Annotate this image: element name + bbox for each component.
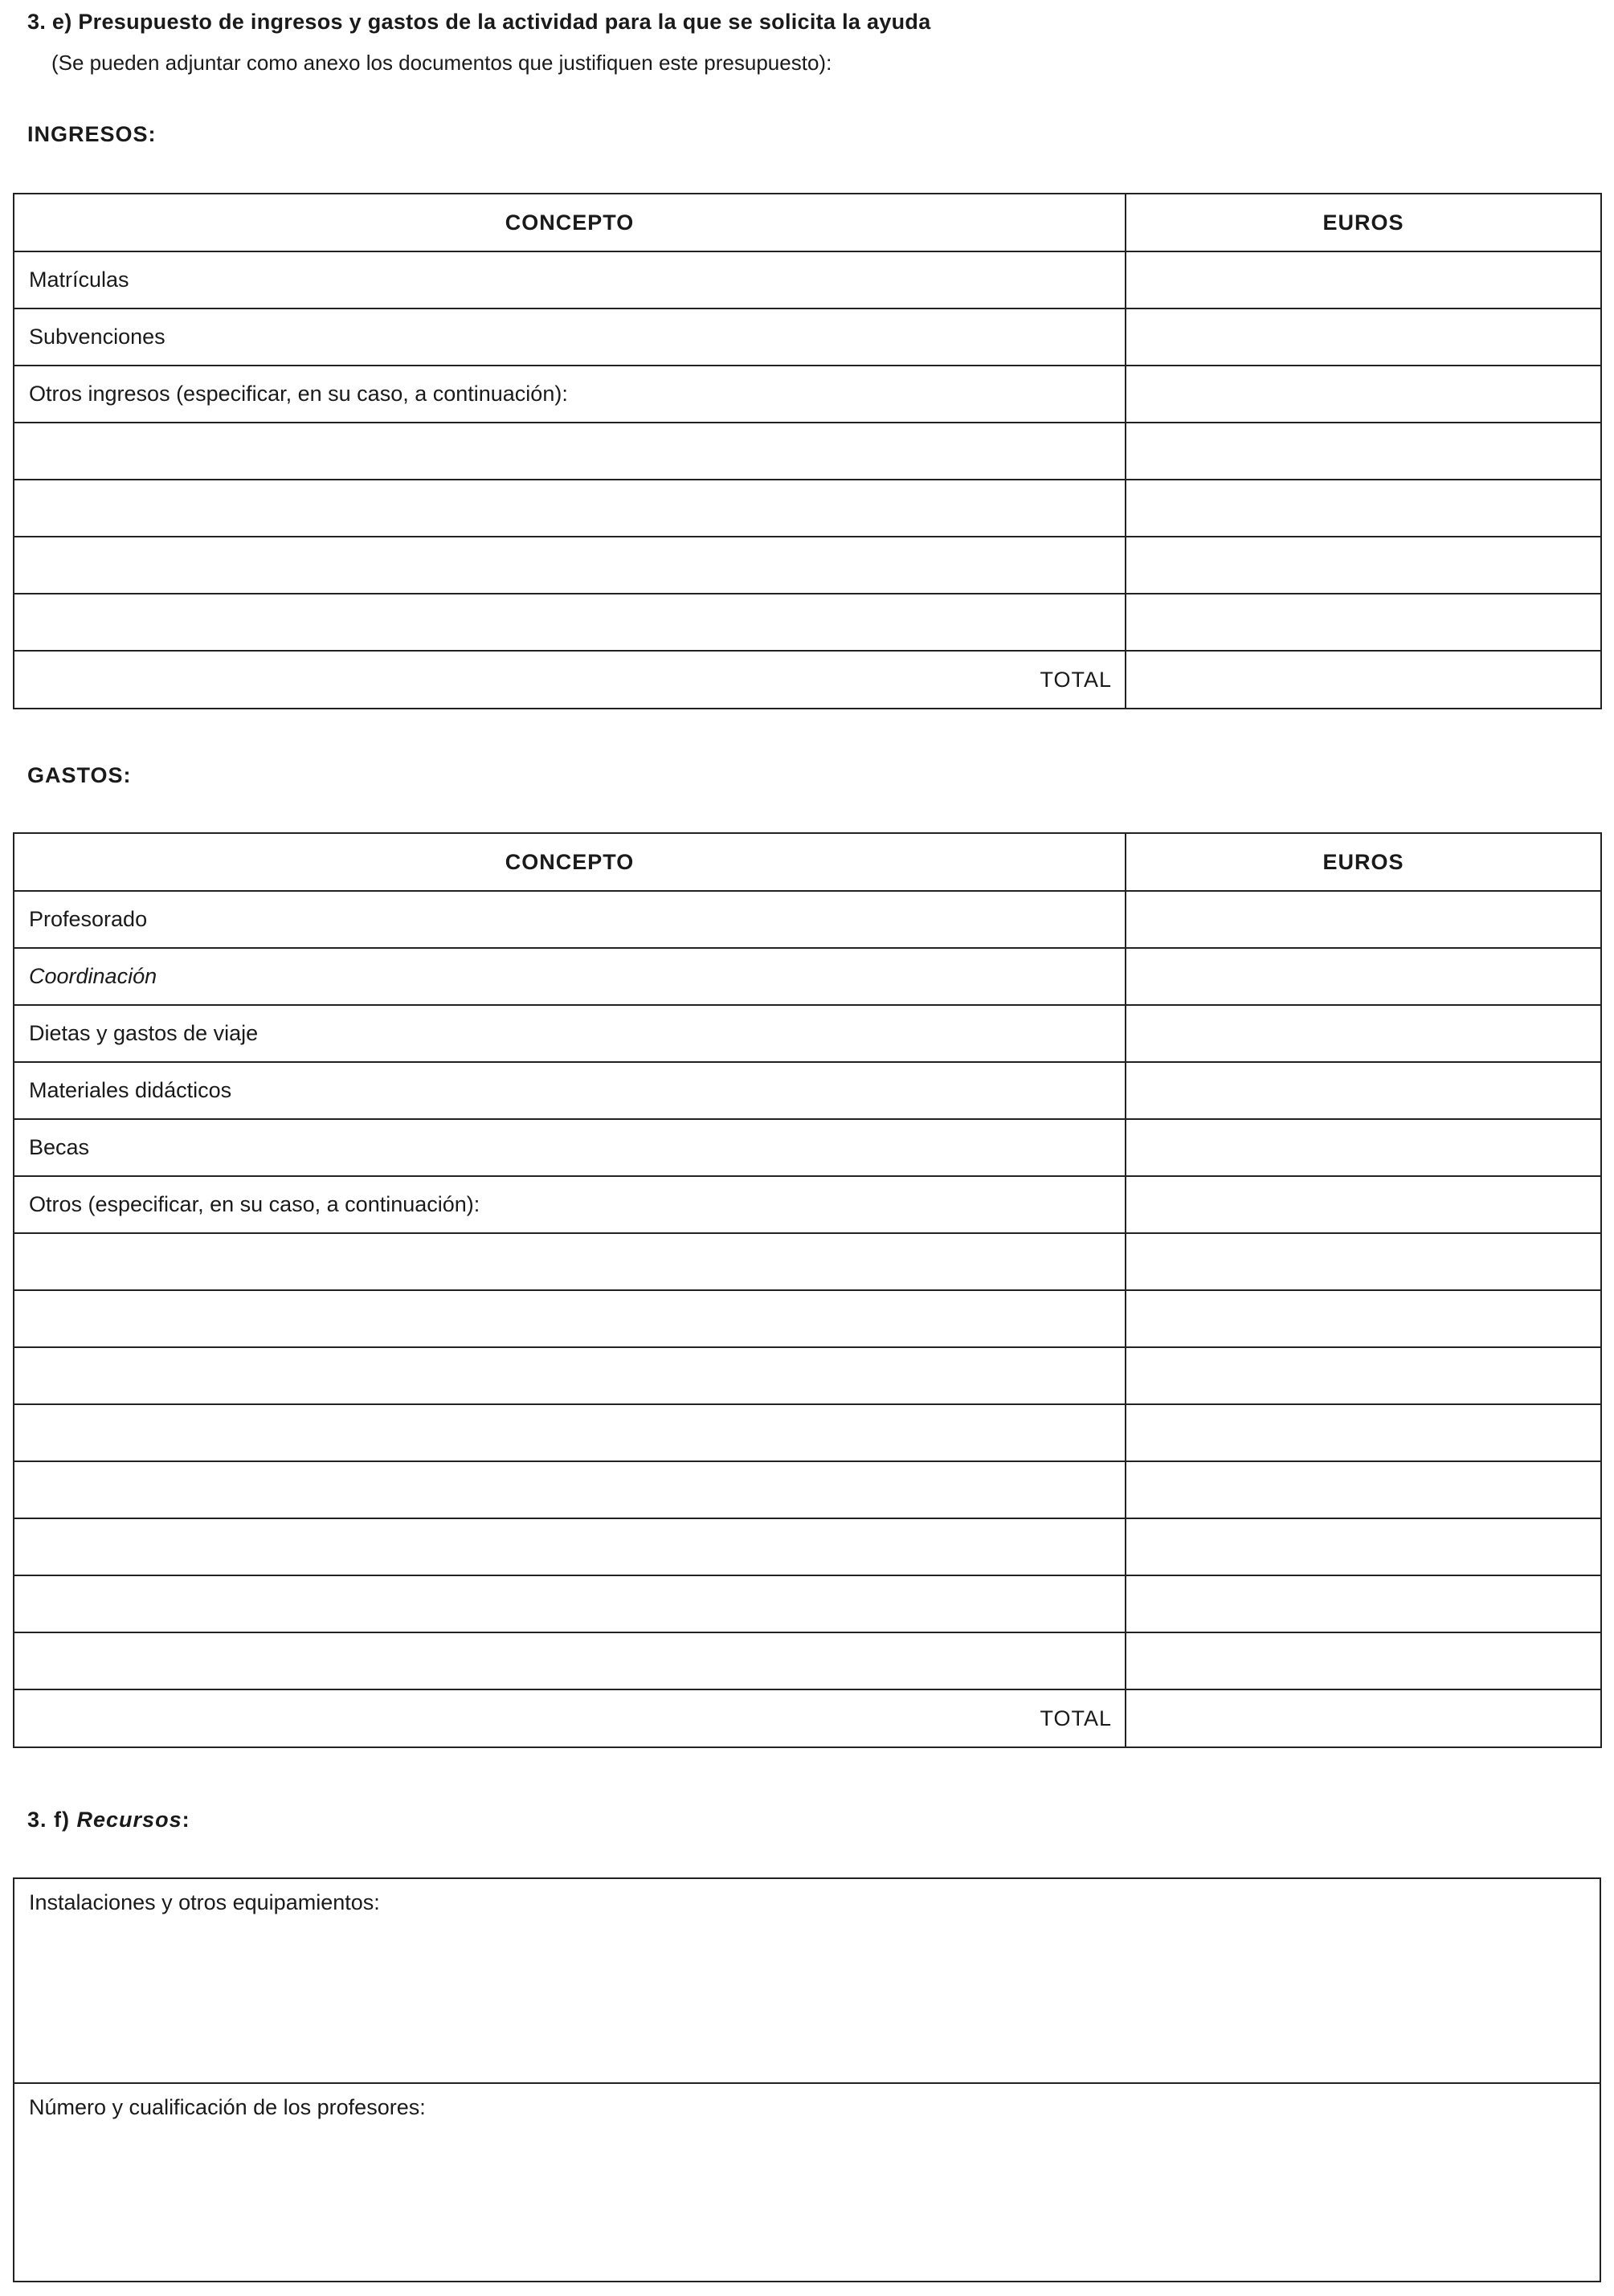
gastos-euros-cell[interactable]	[1126, 1404, 1601, 1461]
ingresos-row	[14, 251, 1601, 308]
gastos-euros-cell[interactable]	[1126, 1176, 1601, 1233]
gastos-concepto-cell: Profesorado	[14, 891, 1126, 948]
gastos-concepto-cell[interactable]	[14, 1347, 1126, 1404]
ingresos-concepto-cell: Subvenciones	[14, 308, 1126, 366]
gastos-row	[14, 1233, 1601, 1290]
ingresos-euros-cell[interactable]	[1126, 366, 1601, 423]
gastos-row	[14, 1176, 1601, 1233]
gastos-euros-cell[interactable]	[1126, 948, 1601, 1005]
ingresos-row	[14, 308, 1601, 366]
ingresos-concepto-cell[interactable]	[14, 537, 1126, 594]
ingresos-euros-cell[interactable]	[1126, 308, 1601, 366]
gastos-total-label: TOTAL	[14, 1689, 1126, 1747]
gastos-euros-cell[interactable]	[1126, 1290, 1601, 1347]
gastos-header-row	[14, 833, 1601, 891]
gastos-row	[14, 1461, 1601, 1518]
instalaciones-field[interactable]	[14, 1879, 1600, 2084]
section-3f-number: 3. f)	[27, 1808, 71, 1832]
gastos-euros-cell[interactable]	[1126, 1119, 1601, 1176]
gastos-row	[14, 1119, 1601, 1176]
instalaciones-label: Instalaciones y otros equipamientos:	[29, 1890, 380, 1914]
recursos-box	[13, 1877, 1601, 2282]
section-3e-note: (Se pueden adjuntar como anexo los documentos que justifiquen este presupuesto):	[51, 51, 832, 75]
gastos-concepto-cell: Materiales didácticos	[14, 1062, 1126, 1119]
ingresos-row	[14, 537, 1601, 594]
gastos-label: GASTOS:	[27, 763, 132, 787]
ingresos-concepto-cell[interactable]	[14, 423, 1126, 480]
ingresos-row	[14, 594, 1601, 651]
gastos-row	[14, 1290, 1601, 1347]
gastos-row	[14, 948, 1601, 1005]
section-3f-heading	[27, 1808, 190, 1832]
ingresos-concepto-cell: Otros ingresos (especificar, en su caso, a continuación):	[14, 366, 1126, 423]
gastos-concepto-cell[interactable]	[14, 1404, 1126, 1461]
gastos-total-value[interactable]	[1126, 1689, 1601, 1747]
gastos-concepto-cell: Otros (especificar, en su caso, a continuación):	[14, 1176, 1126, 1233]
ingresos-concepto-cell[interactable]	[14, 594, 1126, 651]
ingresos-row	[14, 480, 1601, 537]
section-3e-heading	[27, 10, 931, 35]
gastos-concepto-cell[interactable]	[14, 1233, 1126, 1290]
ingresos-table	[13, 193, 1602, 709]
gastos-concepto-cell: Becas	[14, 1119, 1126, 1176]
ingresos-header-row	[14, 194, 1601, 251]
ingresos-col-concepto: CONCEPTO	[14, 194, 1126, 251]
ingresos-row	[14, 366, 1601, 423]
gastos-row	[14, 1518, 1601, 1575]
ingresos-col-euros: EUROS	[1126, 194, 1601, 251]
gastos-concepto-cell[interactable]	[14, 1461, 1126, 1518]
gastos-row	[14, 1632, 1601, 1689]
section-3f-suffix: :	[182, 1808, 190, 1832]
gastos-euros-cell[interactable]	[1126, 1062, 1601, 1119]
gastos-col-concepto: CONCEPTO	[14, 833, 1126, 891]
profesores-field[interactable]	[14, 2084, 1600, 2281]
ingresos-label: INGRESOS:	[27, 122, 157, 146]
ingresos-euros-cell[interactable]	[1126, 480, 1601, 537]
gastos-concepto-cell[interactable]	[14, 1518, 1126, 1575]
gastos-euros-cell[interactable]	[1126, 1347, 1601, 1404]
gastos-row	[14, 1005, 1601, 1062]
ingresos-row	[14, 423, 1601, 480]
section-3e-number: 3. e)	[27, 10, 72, 34]
gastos-euros-cell[interactable]	[1126, 1575, 1601, 1632]
gastos-row	[14, 1062, 1601, 1119]
gastos-euros-cell[interactable]	[1126, 891, 1601, 948]
gastos-euros-cell[interactable]	[1126, 1005, 1601, 1062]
ingresos-euros-cell[interactable]	[1126, 423, 1601, 480]
gastos-row	[14, 891, 1601, 948]
gastos-concepto-cell: Dietas y gastos de viaje	[14, 1005, 1126, 1062]
gastos-concepto-cell[interactable]	[14, 1632, 1126, 1689]
gastos-euros-cell[interactable]	[1126, 1461, 1601, 1518]
ingresos-euros-cell[interactable]	[1126, 594, 1601, 651]
gastos-concepto-cell[interactable]	[14, 1575, 1126, 1632]
section-3f-title: Recursos	[76, 1808, 182, 1832]
gastos-table	[13, 832, 1602, 1748]
ingresos-total-value[interactable]	[1126, 651, 1601, 709]
gastos-concepto-cell[interactable]	[14, 1290, 1126, 1347]
ingresos-concepto-cell[interactable]	[14, 480, 1126, 537]
gastos-total-row	[14, 1689, 1601, 1747]
gastos-col-euros: EUROS	[1126, 833, 1601, 891]
ingresos-concepto-cell: Matrículas	[14, 251, 1126, 308]
profesores-label: Número y cualificación de los profesores:	[29, 2095, 426, 2119]
gastos-euros-cell[interactable]	[1126, 1632, 1601, 1689]
gastos-row	[14, 1347, 1601, 1404]
ingresos-euros-cell[interactable]	[1126, 537, 1601, 594]
ingresos-euros-cell[interactable]	[1126, 251, 1601, 308]
ingresos-total-row	[14, 651, 1601, 709]
ingresos-total-label: TOTAL	[14, 651, 1126, 709]
section-3e-title: Presupuesto de ingresos y gastos de la actividad para la que se solicita la ayuda	[78, 10, 931, 34]
gastos-row	[14, 1404, 1601, 1461]
gastos-euros-cell[interactable]	[1126, 1233, 1601, 1290]
gastos-euros-cell[interactable]	[1126, 1518, 1601, 1575]
gastos-concepto-cell: Coordinación	[14, 948, 1126, 1005]
gastos-row	[14, 1575, 1601, 1632]
